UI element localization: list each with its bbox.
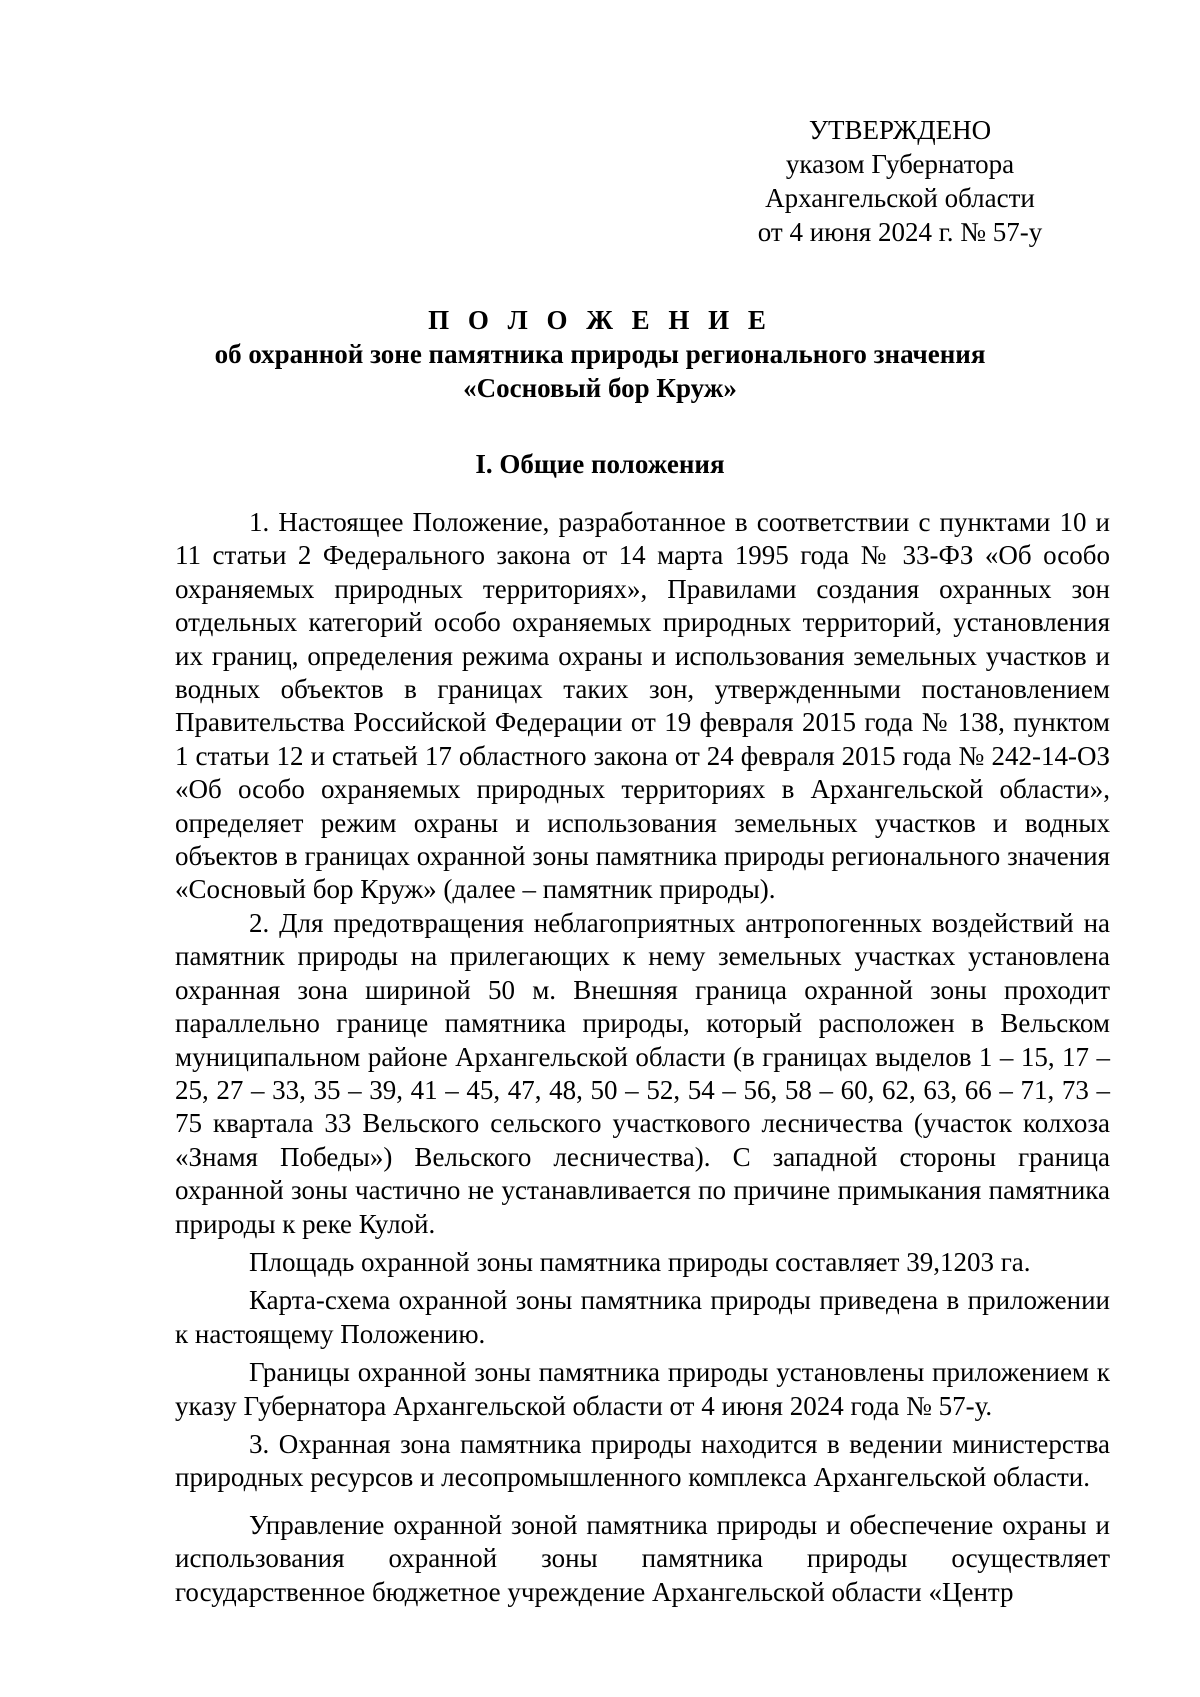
paragraph-boundaries: Границы охранной зоны памятника природы установлены приложением к указу Губернатора Архангельской области от 4 июня 2024 года № 57-у. (175, 1357, 1110, 1421)
approval-approved-label: УТВЕРЖДЕНО (808, 115, 992, 145)
approval-date-number-line: от 4 июня 2024 г. № 57-у (757, 217, 1043, 247)
approval-region-line: Архангельской области (765, 183, 1035, 213)
approval-stamp-block (740, 113, 1060, 249)
paragraph-management: Управление охранной зоной памятника природы и обеспечение охраны и использования охранной зоны памятника природы осуществляет государственное бюджетное учреждение Архангельской области «Центр (175, 1509, 1110, 1607)
paragraph-2: 2. Для предотвращения неблагоприятных антропогенных воздействий на памятник природы на прилегающих к нему земельных участках установлена охранная зона шириной 50 м. Внешняя граница охранной зоны проходит параллельно границе памятника природы, который расположен в Вельском муниципальном районе Архангельской области (в границах выделов 1 – 15, 17 – 25, 27 – 33, 35 – 39, 41 – 45, 47, 48, 50 – 52, 54 – 56, 58 – 60, 62, 63, 66 – 71, 73 – 75 квартала 33 Вельского сельского участкового лесничества (участок колхоза «Знамя Победы») Вельского лесничества). С западной стороны граница охранной зоны частично не устанавливается по причине примыкания памятника природы к реке Кулой. (175, 907, 1110, 1239)
document-subtitle (0, 337, 1200, 405)
approval-decree-line: указом Губернатора (785, 149, 1015, 179)
paragraph-area: Площадь охранной зоны памятника природы составляет 39,1203 га. (249, 1246, 1031, 1277)
document-subtitle-line-2: «Сосновый бор Круж» (463, 373, 737, 403)
paragraph-3: 3. Охранная зона памятника природы находится в ведении министерства природных ресурсов и лесопромышленного комплекса Архангельской области. (175, 1428, 1110, 1493)
paragraph-1: 1. Настоящее Положение, разработанное в соответствии с пунктами 10 и 11 статьи 2 Федерального закона от 14 марта 1995 года № 33-ФЗ «Об особо охраняемых природных территориях», Правилами создания охранных зон отдельных категорий особо охраняемых природных территорий, установления их границ, определения режима охраны и использования земельных участков и водных объектов в границах таких зон, утвержденными постановлением Правительства Российской Федерации от 19 февраля 2015 года № 138, пунктом 1 статьи 12 и статьей 17 областного закона от 24 февраля 2015 года № 242-14-ОЗ «Об особо охраняемых природных территориях в Архангельской области», определяет режим охраны и использования земельных участков и водных объектов в границах охранной зоны памятника природы регионального значения «Сосновый бор Круж» (далее – памятник природы). (175, 507, 1110, 905)
document-title: П О Л О Ж Е Н И Е (428, 305, 772, 335)
paragraph-map: Карта-схема охранной зоны памятника природы приведена в приложении к настоящему Положению. (175, 1285, 1110, 1349)
section-heading: I. Общие положения (475, 449, 725, 479)
document-subtitle-line-1: об охранной зоне памятника природы регионального значения (214, 339, 986, 369)
document-body (175, 506, 1110, 1609)
